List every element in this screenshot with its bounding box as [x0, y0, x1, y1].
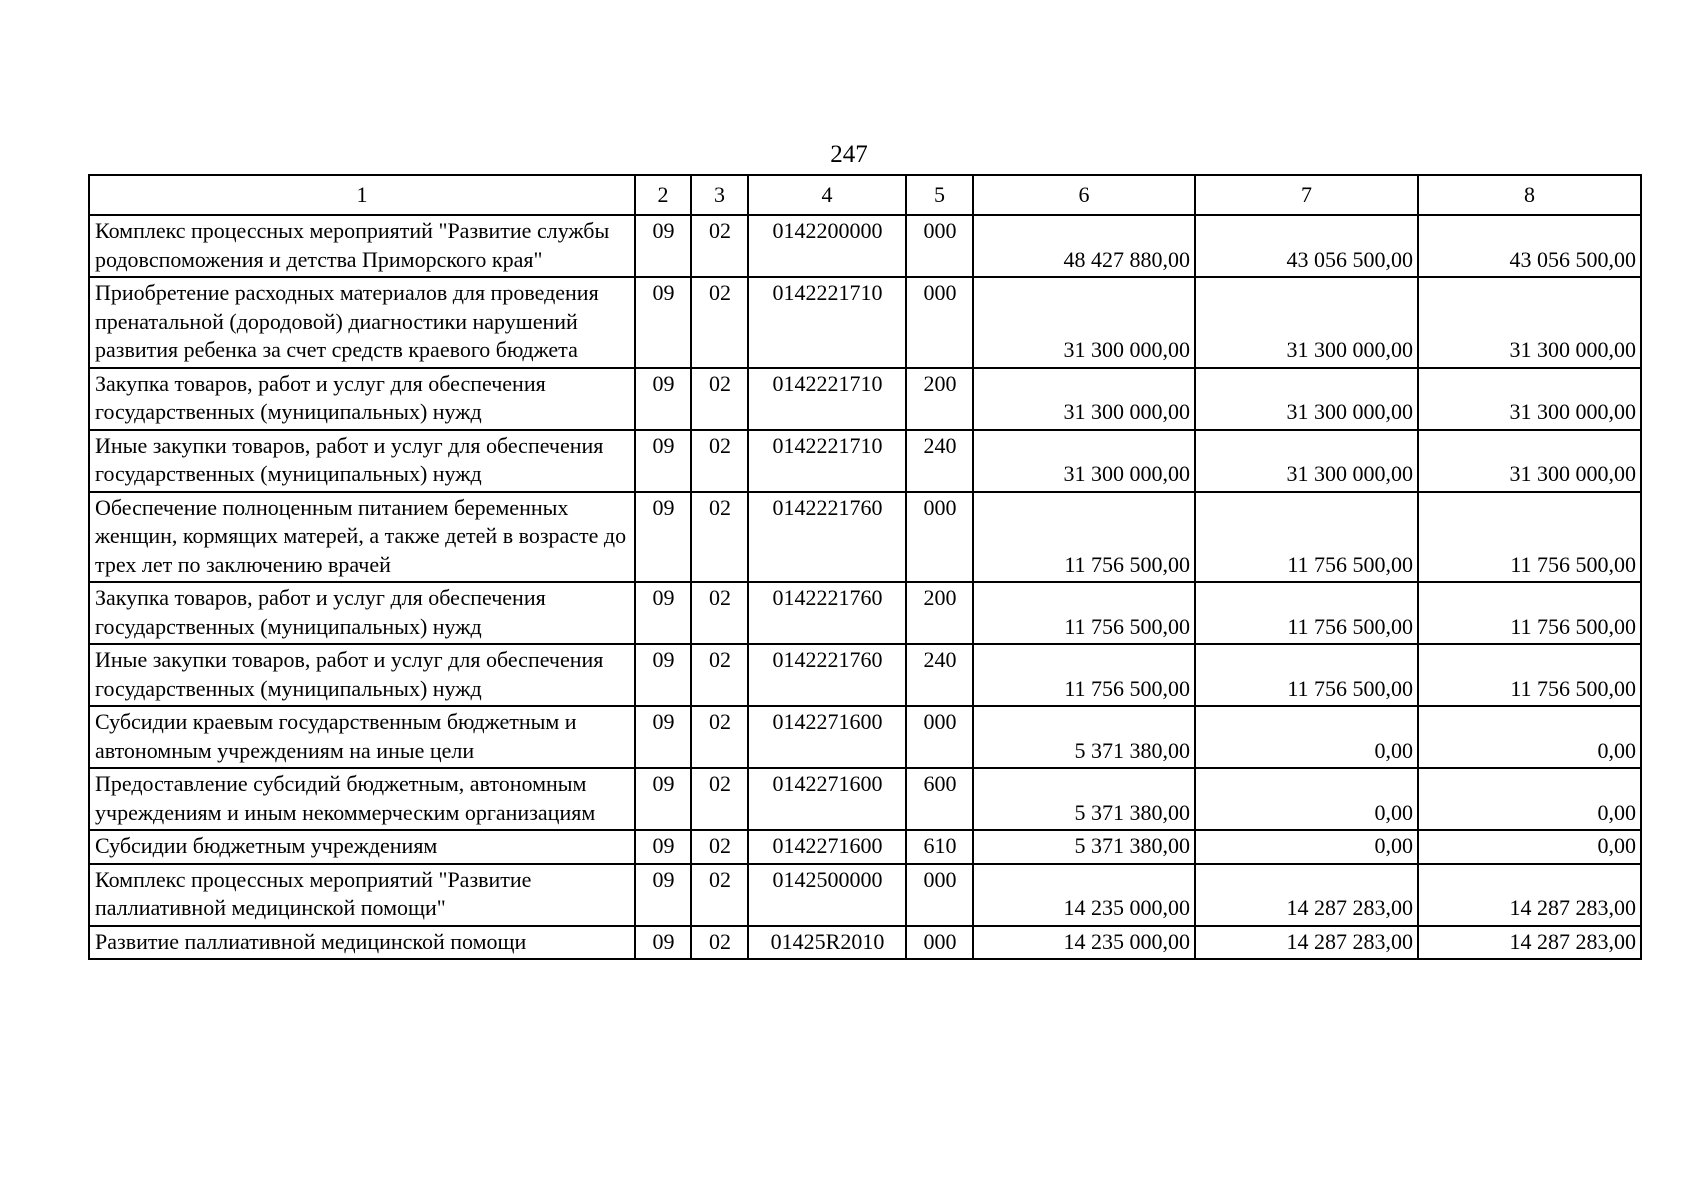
table-row	[89, 277, 1641, 368]
row-name-cell: Субсидии бюджетным учреждениям	[89, 830, 635, 864]
section-code-cell: 09	[635, 277, 691, 368]
target-article-cell: 0142221760	[748, 492, 906, 583]
amount-col8-cell: 31 300 000,00	[1418, 277, 1641, 368]
table-row	[89, 368, 1641, 430]
row-name-cell: Комплекс процессных мероприятий "Развитие паллиативной медицинской помощи"	[89, 864, 635, 926]
section-code-cell: 09	[635, 864, 691, 926]
row-name-cell: Иные закупки товаров, работ и услуг для обеспечения государственных (муниципальных) нужд	[89, 644, 635, 706]
amount-col6-cell: 5 371 380,00	[973, 830, 1195, 864]
header-cell: 7	[1195, 175, 1418, 215]
table-row	[89, 864, 1641, 926]
table-row	[89, 830, 1641, 864]
target-article-cell: 01425R2010	[748, 926, 906, 960]
expense-type-cell: 200	[906, 368, 973, 430]
table-row	[89, 582, 1641, 644]
amount-col8-cell: 31 300 000,00	[1418, 368, 1641, 430]
subsection-code-cell: 02	[691, 864, 748, 926]
section-code-cell: 09	[635, 926, 691, 960]
table-row	[89, 706, 1641, 768]
subsection-code-cell: 02	[691, 277, 748, 368]
row-name-cell: Субсидии краевым государственным бюджетным и автономным учреждениям на иные цели	[89, 706, 635, 768]
amount-col8-cell: 11 756 500,00	[1418, 644, 1641, 706]
amount-col6-cell: 5 371 380,00	[973, 768, 1195, 830]
amount-col8-cell: 0,00	[1418, 830, 1641, 864]
budget-table	[88, 174, 1642, 960]
amount-col7-cell: 0,00	[1195, 706, 1418, 768]
section-code-cell: 09	[635, 582, 691, 644]
amount-col6-cell: 48 427 880,00	[973, 215, 1195, 277]
row-name-cell: Обеспечение полноценным питанием беременных женщин, кормящих матерей, а также детей в возрасте до трех лет по заключению врачей	[89, 492, 635, 583]
subsection-code-cell: 02	[691, 215, 748, 277]
expense-type-cell: 000	[906, 277, 973, 368]
header-cell: 3	[691, 175, 748, 215]
section-code-cell: 09	[635, 430, 691, 492]
subsection-code-cell: 02	[691, 368, 748, 430]
target-article-cell: 0142221760	[748, 644, 906, 706]
target-article-cell: 0142221710	[748, 368, 906, 430]
amount-col6-cell: 31 300 000,00	[973, 277, 1195, 368]
subsection-code-cell: 02	[691, 706, 748, 768]
expense-type-cell: 600	[906, 768, 973, 830]
target-article-cell: 0142221710	[748, 277, 906, 368]
row-name-cell: Комплекс процессных мероприятий "Развитие службы родовспоможения и детства Приморского края"	[89, 215, 635, 277]
amount-col8-cell: 14 287 283,00	[1418, 864, 1641, 926]
target-article-cell: 0142200000	[748, 215, 906, 277]
amount-col7-cell: 0,00	[1195, 768, 1418, 830]
target-article-cell: 0142500000	[748, 864, 906, 926]
amount-col6-cell: 31 300 000,00	[973, 430, 1195, 492]
amount-col7-cell: 14 287 283,00	[1195, 926, 1418, 960]
section-code-cell: 09	[635, 215, 691, 277]
amount-col6-cell: 11 756 500,00	[973, 644, 1195, 706]
amount-col6-cell: 11 756 500,00	[973, 582, 1195, 644]
target-article-cell: 0142271600	[748, 768, 906, 830]
amount-col6-cell: 14 235 000,00	[973, 864, 1195, 926]
amount-col8-cell: 0,00	[1418, 768, 1641, 830]
row-name-cell: Иные закупки товаров, работ и услуг для обеспечения государственных (муниципальных) нужд	[89, 430, 635, 492]
header-cell: 6	[973, 175, 1195, 215]
target-article-cell: 0142271600	[748, 706, 906, 768]
row-name-cell: Развитие паллиативной медицинской помощи	[89, 926, 635, 960]
row-name-cell: Закупка товаров, работ и услуг для обеспечения государственных (муниципальных) нужд	[89, 582, 635, 644]
subsection-code-cell: 02	[691, 830, 748, 864]
amount-col8-cell: 11 756 500,00	[1418, 582, 1641, 644]
header-cell: 8	[1418, 175, 1641, 215]
subsection-code-cell: 02	[691, 644, 748, 706]
amount-col7-cell: 31 300 000,00	[1195, 430, 1418, 492]
target-article-cell: 0142221760	[748, 582, 906, 644]
expense-type-cell: 610	[906, 830, 973, 864]
expense-type-cell: 000	[906, 926, 973, 960]
amount-col7-cell: 11 756 500,00	[1195, 492, 1418, 583]
header-cell: 5	[906, 175, 973, 215]
table-row	[89, 492, 1641, 583]
amount-col6-cell: 14 235 000,00	[973, 926, 1195, 960]
amount-col7-cell: 31 300 000,00	[1195, 277, 1418, 368]
target-article-cell: 0142221710	[748, 430, 906, 492]
table-row	[89, 768, 1641, 830]
section-code-cell: 09	[635, 768, 691, 830]
section-code-cell: 09	[635, 492, 691, 583]
subsection-code-cell: 02	[691, 430, 748, 492]
amount-col8-cell: 31 300 000,00	[1418, 430, 1641, 492]
expense-type-cell: 000	[906, 215, 973, 277]
amount-col7-cell: 14 287 283,00	[1195, 864, 1418, 926]
table-row	[89, 644, 1641, 706]
expense-type-cell: 240	[906, 644, 973, 706]
section-code-cell: 09	[635, 830, 691, 864]
amount-col8-cell: 43 056 500,00	[1418, 215, 1641, 277]
amount-col6-cell: 31 300 000,00	[973, 368, 1195, 430]
row-name-cell: Предоставление субсидий бюджетным, автономным учреждениям и иным некоммерческим организациям	[89, 768, 635, 830]
row-name-cell: Закупка товаров, работ и услуг для обеспечения государственных (муниципальных) нужд	[89, 368, 635, 430]
row-name-cell: Приобретение расходных материалов для проведения пренатальной (дородовой) диагностики нарушений развития ребенка за счет средств краевого бюджета	[89, 277, 635, 368]
expense-type-cell: 000	[906, 492, 973, 583]
amount-col6-cell: 11 756 500,00	[973, 492, 1195, 583]
expense-type-cell: 000	[906, 864, 973, 926]
table-row	[89, 430, 1641, 492]
subsection-code-cell: 02	[691, 582, 748, 644]
amount-col8-cell: 0,00	[1418, 706, 1641, 768]
header-cell: 1	[89, 175, 635, 215]
expense-type-cell: 200	[906, 582, 973, 644]
expense-type-cell: 000	[906, 706, 973, 768]
page-number: 247	[830, 141, 868, 168]
table-row	[89, 926, 1641, 960]
amount-col7-cell: 43 056 500,00	[1195, 215, 1418, 277]
amount-col7-cell: 31 300 000,00	[1195, 368, 1418, 430]
subsection-code-cell: 02	[691, 926, 748, 960]
section-code-cell: 09	[635, 644, 691, 706]
amount-col7-cell: 0,00	[1195, 830, 1418, 864]
subsection-code-cell: 02	[691, 492, 748, 583]
subsection-code-cell: 02	[691, 768, 748, 830]
amount-col7-cell: 11 756 500,00	[1195, 582, 1418, 644]
expense-type-cell: 240	[906, 430, 973, 492]
amount-col8-cell: 11 756 500,00	[1418, 492, 1641, 583]
header-cell: 4	[748, 175, 906, 215]
amount-col8-cell: 14 287 283,00	[1418, 926, 1641, 960]
section-code-cell: 09	[635, 706, 691, 768]
header-cell: 2	[635, 175, 691, 215]
target-article-cell: 0142271600	[748, 830, 906, 864]
section-code-cell: 09	[635, 368, 691, 430]
header-row	[89, 175, 1641, 215]
table-row	[89, 215, 1641, 277]
amount-col6-cell: 5 371 380,00	[973, 706, 1195, 768]
table-body	[89, 175, 1641, 959]
amount-col7-cell: 11 756 500,00	[1195, 644, 1418, 706]
